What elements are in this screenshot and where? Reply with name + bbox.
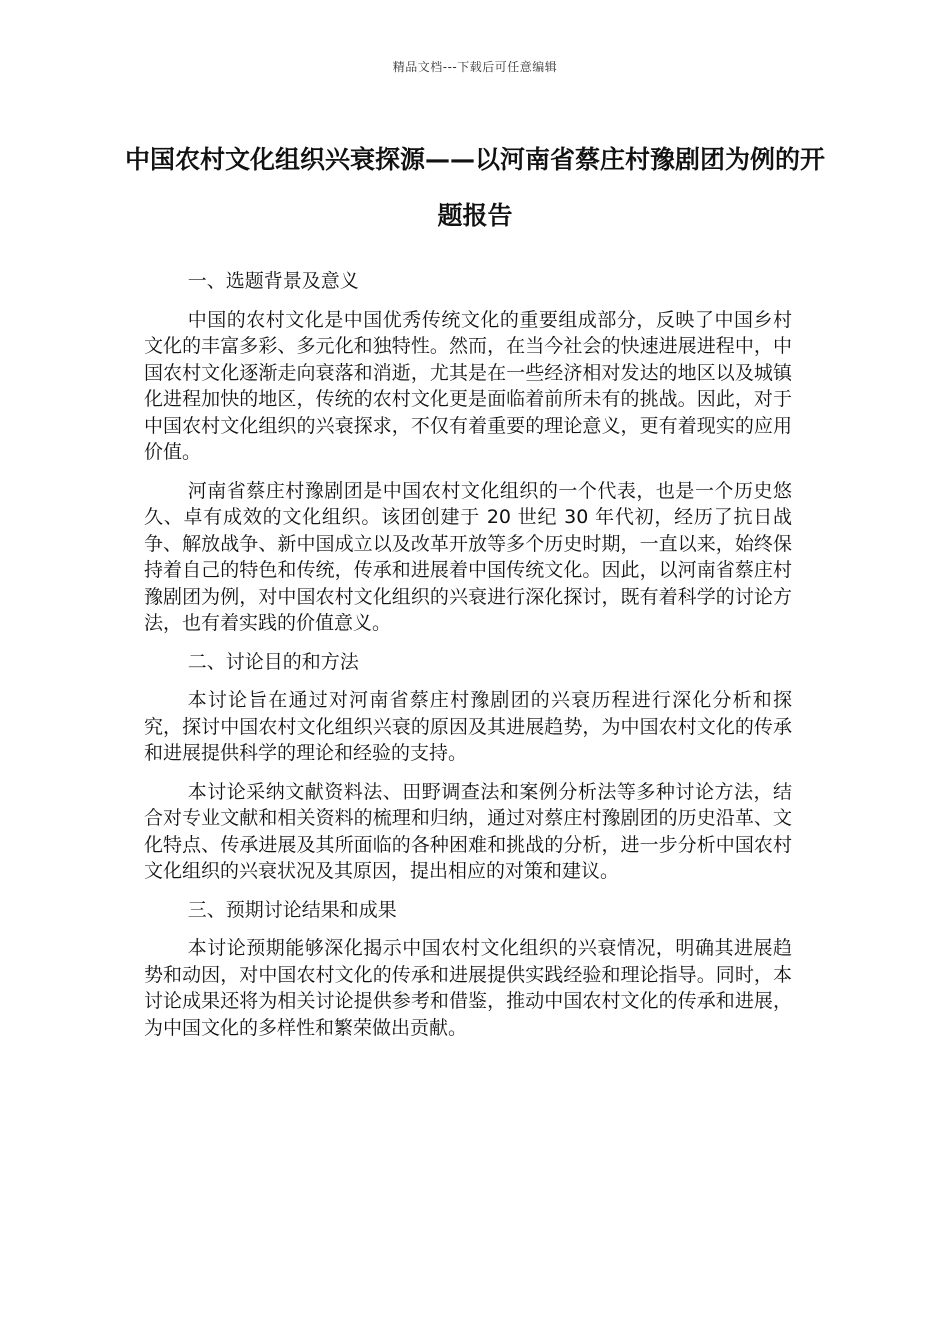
document-title: 中国农村文化组织兴衰探源——以河南省蔡庄村豫剧团为例的开题报告: [124, 145, 825, 230]
paragraph: 本讨论旨在通过对河南省蔡庄村豫剧团的兴衰历程进行深化分析和探究，探讨中国农村文化组织兴衰的原因及其进展趋势，为中国农村文化的传承和进展提供科学的理论和经验的支持。: [144, 689, 792, 764]
paragraph: 中国的农村文化是中国优秀传统文化的重要组成部分，反映了中国乡村文化的丰富多彩、多元化和独特性。然而，在当今社会的快速进展进程中，中国农村文化逐渐走向衰落和消逝，尤其是在一些经济相对发达的地区以及城镇化进程加快的地区，传统的农村文化更是面临着前所未有的挑战。因此，对于中国农村文化组织的兴衰探求，不仅有着重要的理论意义，更有着现实的应用价值。: [144, 308, 792, 463]
header-note: 精品文档---下载后可任意编辑: [392, 60, 558, 74]
section-heading: 二、讨论目的和方法: [187, 650, 359, 673]
section-heading: 三、预期讨论结果和成果: [187, 898, 397, 921]
paragraph: 本讨论采纳文献资料法、田野调查法和案例分析法等多种讨论方法，结合对专业文献和相关资料的梳理和归纳，通过对蔡庄村豫剧团的历史沿革、文化特点、传承进展及其所面临的各种困难和挑战的分析，进一步分析中国农村文化组织的兴衰状况及其原因，提出相应的对策和建议。: [144, 780, 792, 882]
paragraph: 本讨论预期能够深化揭示中国农村文化组织的兴衰情况，明确其进展趋势和动因，对中国农村文化的传承和进展提供实践经验和理论指导。同时，本讨论成果还将为相关讨论提供参考和借鉴，推动中国农村文化的传承和进展，为中国文化的多样性和繁荣做出贡献。: [144, 937, 792, 1039]
section-expected-results: [144, 897, 792, 1042]
section-heading: 一、选题背景及意义: [187, 270, 359, 292]
paragraph: 河南省蔡庄村豫剧团是中国农村文化组织的一个代表，也是一个历史悠久、卓有成效的文化组织。该团创建于 20 世纪 30 年代初，经历了抗日战争、解放战争、新中国成立以及改革开放等多个历史时期，一直以来，始终保持着自己的特色和传统，传承和进展着中国传统文化。因此，以河南省蔡庄村豫剧团为例，对中国农村文化组织的兴衰进行深化探讨，既有着科学的讨论方法，也有着实践的价值意义。: [144, 479, 792, 634]
section-background: [144, 268, 792, 637]
document-body: [144, 268, 792, 1053]
section-purpose-method: [144, 649, 792, 885]
